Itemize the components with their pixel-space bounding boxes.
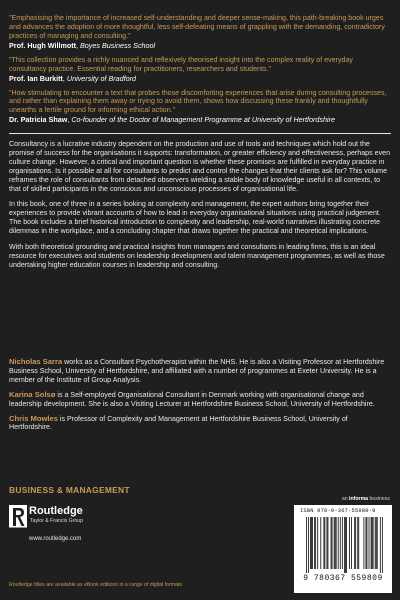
informa-business-tag: an informa business — [341, 496, 390, 502]
barcode-bar — [336, 517, 337, 569]
barcode-bar — [372, 517, 373, 569]
author-bio — [9, 358, 392, 385]
publisher-block — [9, 505, 169, 575]
endorsement-quote: "Emphasising the importance of increased self-understanding and deeper sense-making, this path-breaking book urges and advances the adoption of more thoughtful, less self-defeating means of grappling with the demanding, contradictory practices of managing and consulting." — [9, 14, 385, 40]
barcode-bar — [327, 517, 328, 569]
barcode-bar — [382, 517, 383, 573]
barcode-bar — [338, 517, 339, 569]
barcode-bar — [371, 517, 372, 569]
barcode-bar — [312, 517, 313, 569]
description-paragraph: Consultancy is a lucrative industry dependent on the production and use of tools and techniques which hold out the promise of success for the organisations it supports: transformation, or greater efficiency and effectiveness, perhaps even culture change. However, a critical and important question is whether these promises are fulfilled in everyday practice in organisations. Is it possible at all for consultants to predict and control the changes that their clients ask for? This volume reframes the role of consultants from detached observers wielding a stable body of knowledge useful in all contexts, to that of skilled participants in the conscious and unconscious processes of organisational life. — [9, 140, 391, 193]
endorsement-attribution: Prof. Ian Burkitt, University of Bradford — [9, 73, 137, 83]
endorsement — [9, 89, 391, 125]
barcode-bar — [340, 517, 341, 569]
author-bio-text: is Professor of Complexity and Management at Hertfordshire Business School, University of Hertfordshire. — [9, 414, 348, 432]
author-bio-text: is a Self-employed Organisational Consultant in Denmark working with organisational change and leadership development. She is also a Visiting Lecturer at Hertfordshire Business School, University of Hertfordshire. — [9, 390, 375, 408]
barcode-bar — [345, 517, 346, 573]
barcode-bar — [324, 517, 325, 569]
endorsements — [9, 14, 391, 130]
endorsement-quote: "This collection provides a richly nuanced and reflexively theorised insight into the complex reality of everyday consultancy practice. Essential reading for practitioners, researchers and students." — [9, 55, 353, 73]
ebook-availability-note: Routledge titles are available as eBook editions in a range of digital formats — [9, 582, 183, 588]
barcode-bar — [358, 517, 359, 569]
subject-category: BUSINESS & MANAGEMENT — [9, 485, 130, 495]
endorser-name: Dr. Patricia Shaw — [9, 115, 68, 125]
endorsement-attribution: Prof. Hugh Willmott, Boyes Business School — [9, 40, 156, 50]
barcode-bar — [376, 517, 377, 569]
barcode-bar — [342, 517, 343, 569]
publisher-group: Taylor & Francis Group — [30, 518, 84, 524]
author-bios — [9, 358, 392, 438]
barcode-bars — [306, 517, 384, 573]
barcode-bar — [332, 517, 333, 569]
publisher-name: Routledge — [29, 505, 83, 517]
description-paragraph: In this book, one of three in a series looking at complexity and management, the expert authors bring together their experiences to provide vibrant accounts of how to lead in everyday organisational situations using practical judgement. The book includes a brief historical introduction to complexity and leadership, real-world narratives illustrating concrete dilemmas in the workplace, and a concluding chapter that draws together the practical and theoretical implications. — [9, 200, 381, 236]
barcode-bar — [369, 517, 370, 569]
author-name: Chris Mowles — [9, 413, 58, 423]
section-divider — [9, 133, 391, 134]
barcode-number: 9 780367 559809 — [303, 574, 383, 583]
isbn-barcode — [294, 505, 392, 593]
barcode-bar — [331, 517, 332, 569]
barcode-bar — [320, 517, 321, 569]
barcode-bar — [373, 517, 374, 569]
barcode-bar — [355, 517, 356, 569]
barcode-bar — [349, 517, 350, 569]
barcode-bar — [354, 517, 355, 569]
barcode-bar — [310, 517, 311, 569]
publisher-url: www.routledge.com — [29, 536, 82, 542]
barcode-bar — [328, 517, 329, 569]
barcode-bar — [377, 517, 378, 569]
description-paragraph: With both theoretical grounding and practical insights from managers and consultants in leading firms, this is an ideal resource for executives and students on leadership development and talent management programmes, as well as those undertaking higher education courses in leadership and consulting. — [9, 243, 385, 269]
barcode-bar — [334, 517, 335, 569]
barcode-bar — [357, 517, 358, 569]
author-bio — [9, 391, 392, 409]
book-description — [9, 140, 392, 277]
endorsement-attribution: Dr. Patricia Shaw, Co-founder of the Doctor of Management Programme at University of Hertfordshire — [9, 115, 335, 125]
barcode-bar — [335, 517, 336, 569]
author-bio — [9, 415, 392, 433]
endorsement — [9, 14, 391, 50]
barcode-bar — [311, 517, 312, 569]
endorser-name: Prof. Ian Burkitt — [9, 73, 63, 83]
barcode-bar — [314, 517, 315, 569]
barcode-bar — [344, 517, 345, 573]
barcode-bar — [308, 517, 309, 573]
endorsement-quote: "How stimulating to encounter a text that probes those discomforting experiences that arise during consulting processes, and rather than explaining them away or trying to avoid them, shows how discussing these frankly and thoughtfully unearths a fertile ground for informing ethical action." — [9, 88, 387, 115]
routledge-r-logo-icon — [9, 505, 27, 531]
endorser-affiliation: Boyes Business School — [80, 40, 156, 50]
isbn-label: ISBN 978-0-367-55980-9 — [300, 508, 376, 514]
barcode-bar — [317, 517, 318, 569]
author-bio-text: works as a Consultant Psychotherapist within the NHS. He is also a Visiting Professor at Hertfordshire Business School, University of Hertfordshire, and affiliated with a number of programmes at Exeter University. He is a member of the Institute of Group Analysis. — [9, 358, 385, 384]
barcode-bar — [315, 517, 316, 569]
barcode-bar — [366, 517, 367, 569]
endorser-affiliation: University of Bradford — [66, 73, 137, 83]
barcode-bar — [306, 517, 307, 573]
barcode-bar — [380, 517, 381, 573]
endorser-affiliation: Co-founder of the Doctor of Management Programme at University of Hertfordshire — [71, 115, 335, 125]
barcode-bar — [367, 517, 368, 569]
barcode-bar — [323, 517, 324, 569]
endorsement — [9, 56, 391, 83]
author-name: Karina Solsø — [9, 389, 56, 399]
informa-brand: informa — [349, 496, 369, 502]
barcode-bar — [351, 517, 352, 569]
barcode-bar — [363, 517, 364, 569]
barcode-bar — [346, 517, 347, 573]
author-name: Nicholas Sarra — [9, 357, 63, 366]
endorser-name: Prof. Hugh Willmott — [9, 40, 77, 50]
barcode-bar — [375, 517, 376, 569]
